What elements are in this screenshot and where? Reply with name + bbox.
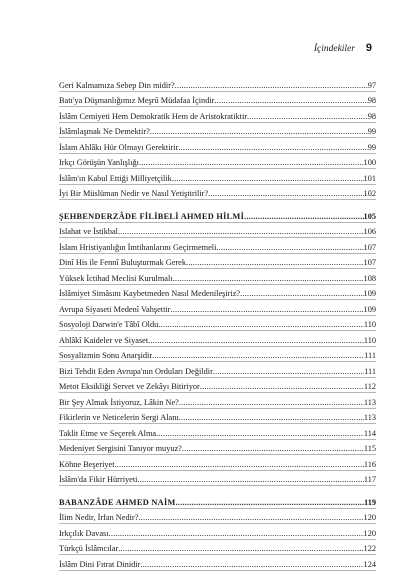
toc-entry-page: 110 xyxy=(363,320,376,329)
dot-leader xyxy=(156,428,364,439)
toc-entry xyxy=(59,362,376,378)
toc-entry xyxy=(59,540,376,556)
toc-entry xyxy=(59,300,376,316)
dot-leader xyxy=(158,319,364,330)
section-gap xyxy=(59,486,376,493)
toc-entry-page: 110 xyxy=(363,335,376,345)
running-header-title: İçindekiler xyxy=(313,44,355,54)
toc-entry-title: İslâmlaşmak Ne Demektir? xyxy=(59,127,150,136)
page-number: 9 xyxy=(365,42,372,54)
toc-entry xyxy=(59,154,376,170)
toc-entry-page: 105 xyxy=(363,211,376,221)
toc-entry-title: İslâm Dini Fıtrat Dinidir xyxy=(59,559,141,569)
toc-entry-title: Sosyalizmin Sonu Anarşidir xyxy=(59,351,153,360)
toc-entry xyxy=(59,76,376,92)
toc-entry-title: Metot Eksikliği Servet ve Zekâyı Bitiriyor xyxy=(59,382,200,391)
table-of-contents xyxy=(59,76,376,571)
dot-leader xyxy=(208,188,363,199)
toc-entry-title: Yüksek İctihad Meclisi Kurulmalı xyxy=(59,273,173,283)
dot-leader xyxy=(139,157,364,168)
toc-entry-title: İlim Nedir, İrfan Nedir? xyxy=(59,513,139,522)
dot-leader xyxy=(137,474,363,485)
toc-entry-title: Bizi Tehdit Eden Avrupa'nın Orduları Değildir xyxy=(59,366,213,376)
dot-leader xyxy=(176,497,364,508)
toc-entry-page: 113 xyxy=(363,397,376,407)
toc-entry-page: 122 xyxy=(363,544,376,553)
toc-entry-title: Fikirlerin ve Neticelerin Sergi Alanı xyxy=(59,413,179,422)
dot-leader xyxy=(115,459,364,470)
toc-entry xyxy=(59,238,376,254)
section-gap xyxy=(59,200,376,207)
toc-entry-page: 99 xyxy=(367,142,376,152)
toc-entry-page: 112 xyxy=(363,382,376,391)
dot-leader xyxy=(244,211,363,222)
toc-entry xyxy=(59,92,376,108)
toc-entry-title: Köhne Beşeriyet xyxy=(59,459,115,469)
toc-entry-title: Avrupa Siyaseti Medenî Vahşettir xyxy=(59,304,171,314)
toc-entry-page: 97 xyxy=(367,80,376,90)
toc-entry-title: Bir Şey Almak İstiyoruz, Lâkin Ne? xyxy=(59,397,179,407)
toc-entry xyxy=(59,524,376,540)
toc-entry-title: Islahat ve İstikbal xyxy=(59,227,118,236)
dot-leader xyxy=(179,412,364,423)
toc-entry-page: 120 xyxy=(363,528,376,538)
dot-leader xyxy=(118,543,363,554)
dot-leader xyxy=(150,126,368,137)
dot-leader xyxy=(240,288,363,299)
toc-entry xyxy=(59,393,376,409)
toc-entry-page: 106 xyxy=(363,227,376,236)
toc-entry-title: Irkçılık Davası xyxy=(59,528,109,538)
dot-leader xyxy=(175,80,368,91)
toc-entry-page: 107 xyxy=(363,242,376,252)
toc-entry-page: 101 xyxy=(363,173,376,183)
dot-leader xyxy=(213,366,364,377)
dot-leader xyxy=(172,173,364,184)
toc-entry-page: 111 xyxy=(364,351,376,360)
dot-leader xyxy=(186,257,364,268)
section-heading xyxy=(59,207,376,223)
toc-entry-page: 124 xyxy=(363,559,376,569)
toc-entry xyxy=(59,269,376,285)
toc-entry-title: Sosyoloji Darwin'e Tâbî Oldu xyxy=(59,320,159,329)
toc-entry xyxy=(59,223,376,239)
section-heading-title: BABANZÂDE AHMED NAİM xyxy=(59,497,176,507)
section-heading xyxy=(59,493,376,509)
toc-entry xyxy=(59,331,376,347)
toc-entry-page: 98 xyxy=(367,96,376,105)
toc-entry-title: Dinî His ile Fennî Buluşturmak Gerek xyxy=(59,258,186,267)
toc-entry xyxy=(59,123,376,139)
toc-entry-title: Türkçü İslâmcılar xyxy=(59,544,119,553)
toc-entry-title: Taklit Etme ve Seçerek Alma xyxy=(59,428,157,438)
toc-entry xyxy=(59,409,376,425)
toc-entry-page: 107 xyxy=(363,258,376,267)
toc-entry xyxy=(59,347,376,363)
toc-entry-page: 102 xyxy=(363,189,376,198)
toc-entry-page: 100 xyxy=(363,158,376,167)
toc-entry xyxy=(59,185,376,201)
dot-leader xyxy=(170,304,363,315)
dot-leader xyxy=(140,559,363,570)
toc-entry xyxy=(59,285,376,301)
dot-leader xyxy=(152,350,364,361)
toc-entry-title: Geri Kalmamıza Sebep Din midir? xyxy=(59,80,175,90)
dot-leader xyxy=(109,528,364,539)
toc-entry xyxy=(59,378,376,394)
toc-entry-page: 113 xyxy=(363,413,376,422)
dot-leader xyxy=(148,335,364,346)
toc-entry xyxy=(59,555,376,571)
toc-entry xyxy=(59,107,376,123)
toc-entry-page: 109 xyxy=(363,304,376,314)
running-header xyxy=(0,42,400,56)
toc-entry xyxy=(59,138,376,154)
toc-entry-title: İslam Hristiyanlığın İmtihanlarını Geçirmemeli xyxy=(59,242,217,252)
toc-entry-title: İslâm'ın Kabul Ettiği Milliyetçilik xyxy=(59,173,172,183)
toc-entry-title: İslâm Cemiyeti Hem Demokratik Hem de Aristokratiktir xyxy=(59,111,248,121)
toc-entry xyxy=(59,471,376,487)
toc-entry xyxy=(59,254,376,270)
toc-entry xyxy=(59,455,376,471)
toc-entry-page: 119 xyxy=(364,497,376,507)
toc-entry-page: 115 xyxy=(363,444,376,453)
toc-entry-page: 111 xyxy=(364,366,376,376)
dot-leader xyxy=(247,111,368,122)
toc-entry xyxy=(59,440,376,456)
toc-entry-title: İyi Bir Müslüman Nedir ve Nasıl Yetiştirilir? xyxy=(59,189,209,198)
toc-entry-title: Medeniyet Sergisini Tanıyor muyuz? xyxy=(59,444,182,453)
toc-entry-page: 108 xyxy=(363,273,376,283)
dot-leader xyxy=(173,273,364,284)
toc-entry-title: Ahlâkî Kaideler ve Siyaset xyxy=(59,335,149,345)
toc-entry-title: Irkçı Görüşün Yanlışlığı xyxy=(59,158,139,167)
dot-leader xyxy=(200,381,364,392)
toc-entry xyxy=(59,424,376,440)
toc-entry-page: 99 xyxy=(367,127,376,136)
toc-entry-page: 98 xyxy=(367,111,376,121)
toc-entry xyxy=(59,169,376,185)
toc-entry-title: İslâm'da Fikir Hürriyeti xyxy=(59,475,138,484)
dot-leader xyxy=(138,512,363,523)
toc-entry-page: 120 xyxy=(363,513,376,522)
dot-leader xyxy=(118,226,364,237)
dot-leader xyxy=(182,443,364,454)
toc-entry-title: Batı'ya Düşmanlığımız Meşrû Müdafaa İçindir xyxy=(59,96,215,105)
toc-entry-page: 114 xyxy=(363,428,376,438)
toc-entry-page: 116 xyxy=(363,459,376,469)
toc-entry xyxy=(59,509,376,525)
toc-entry xyxy=(59,316,376,332)
dot-leader xyxy=(214,95,367,106)
toc-entry-page: 109 xyxy=(363,289,376,298)
dot-leader xyxy=(179,397,364,408)
toc-entry-page: 117 xyxy=(363,475,376,484)
toc-entry-title: İslâmiyet Simâsını Kaybetmeden Nasıl Medenileşiriz? xyxy=(59,289,241,298)
dot-leader xyxy=(178,142,367,153)
dot-leader xyxy=(216,242,363,253)
section-heading-title: ŞEHBENDERZÂDE FİLİBELİ AHMED HİLMİ xyxy=(59,211,245,221)
toc-entry-title: İslam Ahlâkı Hür Olmayı Gerektirir xyxy=(59,142,179,152)
